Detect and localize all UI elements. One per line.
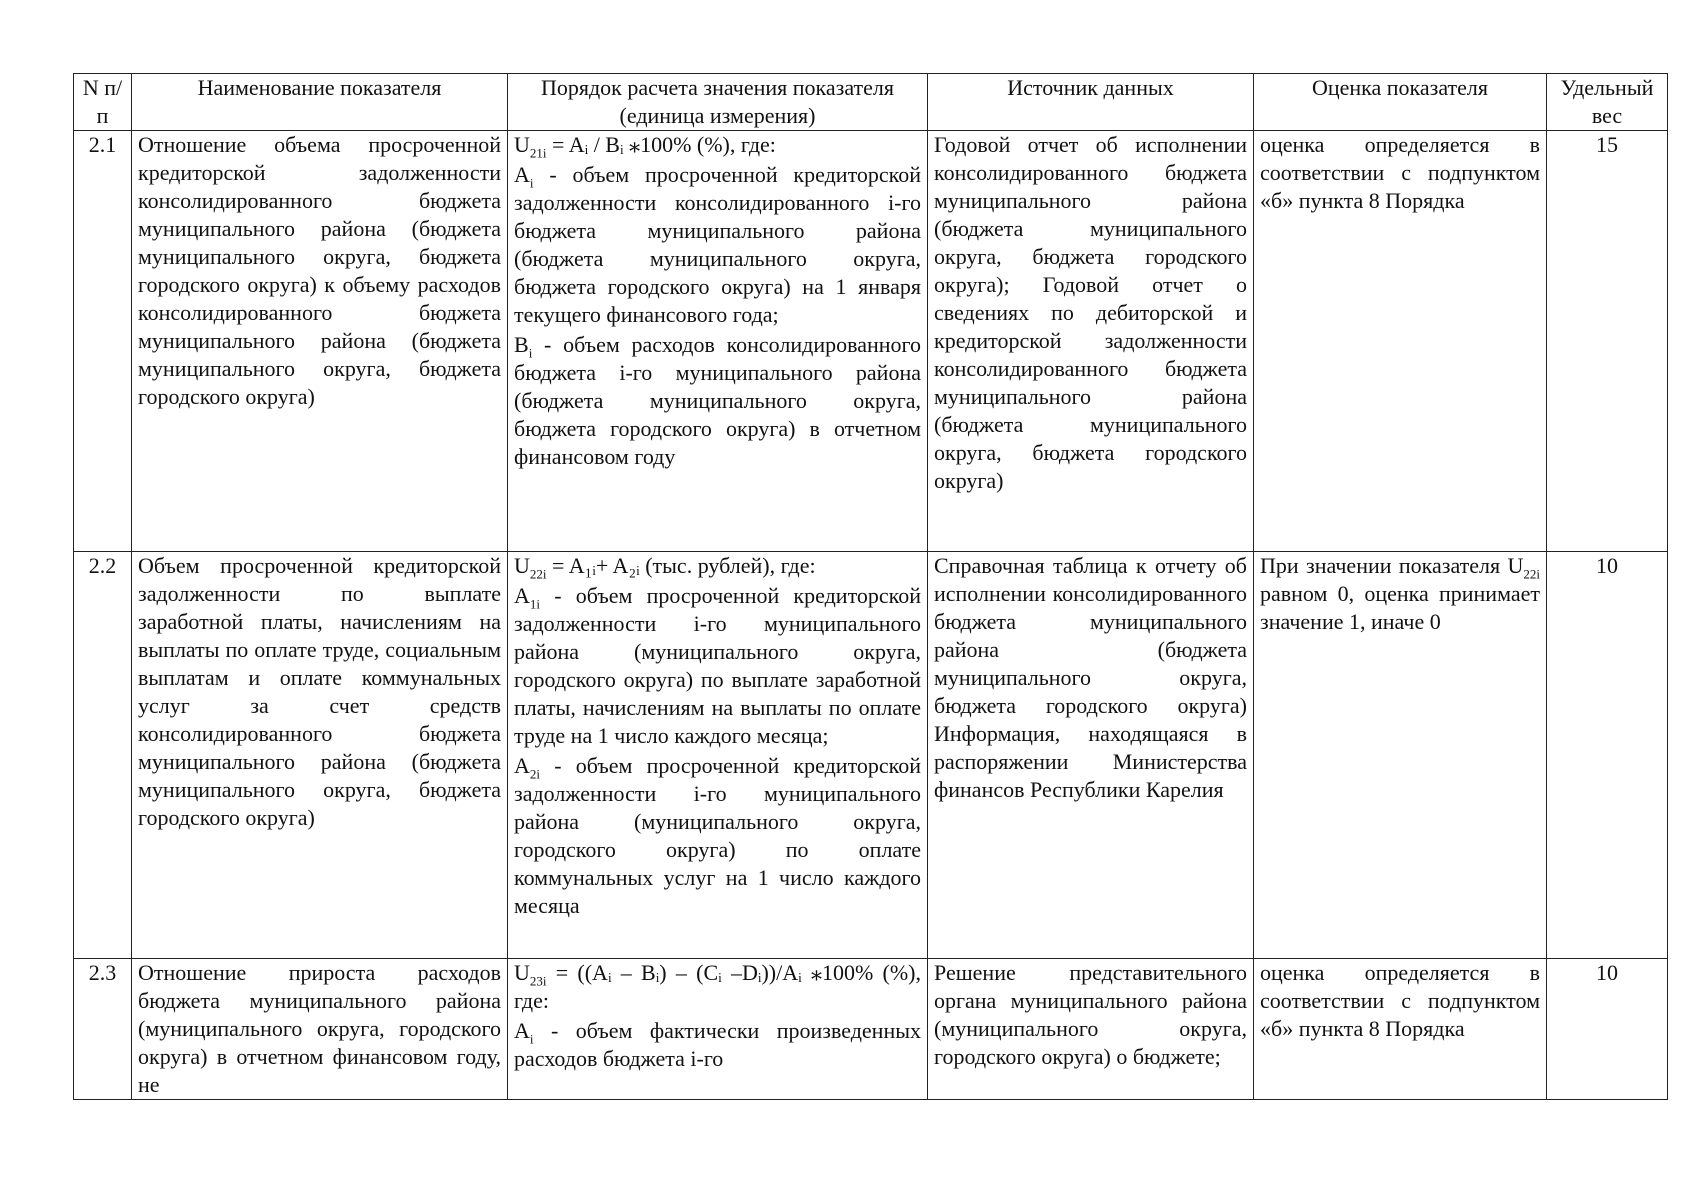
row-number: 2.1 <box>74 131 132 552</box>
formula: $U_{21i}$ = Aᵢ / Bᵢ ⁎100% (%), где: <box>514 132 776 161</box>
header-name: Наименование показателя <box>132 74 508 131</box>
row-number: 2.3 <box>74 959 132 1100</box>
data-source: Справочная таблица к отчету об исполнении консолидированного бюджета муниципального района (бюджета муниципального округа, бюджета городского округа) Информация, находящаяся в распоряжении Министерства финансов Республики Карелия <box>928 552 1254 959</box>
variable-definition: $A_{2i}$ - объем просроченной кредиторской задолженности i-го муниципального района (муниципального округа, городского округа) по оплате коммунальных услуг на 1 число каждого месяца <box>514 753 921 918</box>
formula: $U_{23i}$ = ((Aᵢ – Bᵢ) – (Cᵢ –Dᵢ))/Aᵢ ⁎100% (%), где: <box>514 960 921 1013</box>
table-row <box>74 131 1668 552</box>
indicator-weight: 15 <box>1547 131 1668 552</box>
header-source: Источник данных <box>928 74 1254 131</box>
table-header-row <box>74 74 1668 131</box>
indicator-name: Отношение объема просроченной кредиторской задолженности консолидированного бюджета муниципального района (бюджета муниципального округа, бюджета городского округа) к объему расходов консолидированного бюджета муниципального района (бюджета муниципального округа, бюджета городского округа) <box>132 131 508 552</box>
indicators-table <box>73 73 1668 1100</box>
table-row <box>74 552 1668 959</box>
indicator-name: Объем просроченной кредиторской задолженности по выплате заработной платы, начислениям на выплаты по оплате труде, социальным выплатам и оплате коммунальных услуг за счет средств консолидированного бюджета муниципального района (бюджета муниципального округа, бюджета городского округа) <box>132 552 508 959</box>
calc-method <box>508 131 928 552</box>
data-source: Решение представительного органа муниципального района (муниципального округа, городского округа) о бюджете; <box>928 959 1254 1100</box>
header-num: N п/п <box>74 74 132 131</box>
calc-method <box>508 552 928 959</box>
header-calc: Порядок расчета значения показателя (единица измерения) <box>508 74 928 131</box>
calc-method <box>508 959 928 1100</box>
variable-definition: $A_i$ - объем просроченной кредиторской задолженности консолидированного i-го бюджета муниципального района (бюджета муниципального округа, бюджета городского округа) на 1 января текущего финансового года; <box>514 162 921 327</box>
indicator-weight: 10 <box>1547 552 1668 959</box>
indicator-weight: 10 <box>1547 959 1668 1100</box>
formula: $U_{22i}$ = A₁ᵢ+ A₂ᵢ (тыс. рублей), где: <box>514 553 816 582</box>
indicator-evaluation: При значении показателя $U_{22i}$ равном 0, оценка принимает значение 1, иначе 0 <box>1254 552 1547 959</box>
indicator-evaluation: оценка определяется в соответствии с подпунктом «б» пункта 8 Порядка <box>1254 959 1547 1100</box>
header-eval: Оценка показателя <box>1254 74 1547 131</box>
header-weight: Удельный вес <box>1547 74 1668 131</box>
data-source: Годовой отчет об исполнении консолидированного бюджета муниципального района (бюджета муниципального округа, бюджета городского округа); Годовой отчет о сведениях по дебиторской и кредиторской задолженности консолидированного бюджета муниципального района (бюджета муниципального округа, бюджета городского округа) <box>928 131 1254 552</box>
document-page <box>73 73 1668 1100</box>
table-row <box>74 959 1668 1100</box>
indicator-name: Отношение прироста расходов бюджета муниципального района (муниципального округа, городского округа) в отчетном финансовом году, не <box>132 959 508 1100</box>
row-number: 2.2 <box>74 552 132 959</box>
variable-definition: $A_i$ - объем фактически произведенных расходов бюджета i-го <box>514 1018 921 1071</box>
indicator-evaluation: оценка определяется в соответствии с подпунктом «б» пункта 8 Порядка <box>1254 131 1547 552</box>
variable-definition: $B_i$ - объем расходов консолидированного бюджета i-го муниципального района (бюджета муниципального округа, бюджета городского округа) в отчетном финансовом году <box>514 332 921 469</box>
variable-definition: $A_{1i}$ - объем просроченной кредиторской задолженности i-го муниципального района (муниципального округа, городского округа) по выплате заработной платы, начислениям на выплаты по оплате труде на 1 число каждого месяца; <box>514 583 921 748</box>
